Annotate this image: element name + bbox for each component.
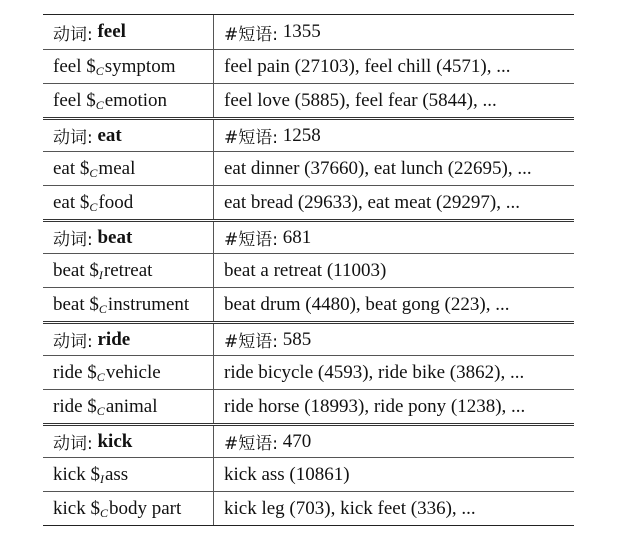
verb-header-cell [43, 222, 214, 253]
phrase-count-cell [214, 324, 574, 355]
verb-phrase-table [43, 14, 574, 526]
phrase-count-cell [214, 222, 574, 253]
verb-label: 动词: [53, 332, 93, 352]
pattern-sub: C [96, 370, 105, 384]
verb-name: kick [97, 430, 133, 452]
phrase-count: 585 [282, 328, 312, 350]
pattern-verb: kick [53, 497, 86, 519]
verb-header-cell [43, 120, 214, 151]
pattern-verb: beat [53, 293, 85, 315]
group-header-row [43, 219, 574, 253]
pattern-sub: C [99, 506, 108, 520]
pattern-sub: I [98, 268, 103, 282]
phrase-count-cell [214, 15, 574, 49]
verb-header-cell [43, 426, 214, 457]
pattern-cell: eat $ C food [43, 186, 214, 219]
pattern-row [43, 355, 574, 389]
pattern-row [43, 253, 574, 287]
examples-cell: kick leg (703), kick feet (336), ... [224, 497, 476, 519]
phrase-count-label: #短语: [224, 230, 278, 250]
pattern-row [43, 185, 574, 219]
phrase-count-label: #短语: [224, 434, 278, 454]
phrase-count-cell [214, 120, 574, 151]
pattern-row [43, 151, 574, 185]
pattern-cell: beat $ I retreat [43, 254, 214, 287]
verb-header-cell [43, 324, 214, 355]
pattern-row [43, 49, 574, 83]
pattern-cell: beat $ C instrument [43, 288, 214, 321]
phrase-count-cell [214, 426, 574, 457]
pattern-slot: retreat [103, 259, 153, 281]
pattern-sub: C [98, 302, 107, 316]
examples-cell: feel love (5885), feel fear (5844), ... [224, 89, 497, 111]
examples-cell: ride horse (18993), ride pony (1238), ... [224, 395, 526, 417]
pattern-row [43, 83, 574, 117]
pattern-cell: feel $ C emotion [43, 84, 214, 117]
examples-cell: eat dinner (37660), eat lunch (22695), ... [224, 157, 532, 179]
pattern-slot: instrument [107, 293, 190, 315]
pattern-verb: eat [53, 157, 76, 179]
group-header-row [43, 321, 574, 355]
phrase-count: 1258 [282, 124, 321, 146]
examples-cell: eat bread (29633), eat meat (29297), ... [224, 191, 520, 213]
pattern-slot: food [98, 191, 134, 213]
phrase-count: 470 [282, 430, 312, 452]
phrase-count: 681 [282, 226, 312, 248]
pattern-cell: kick $ I ass [43, 458, 214, 491]
pattern-verb: beat [53, 259, 85, 281]
verb-label: 动词: [53, 24, 93, 45]
group-header-row [43, 423, 574, 457]
phrase-count: 1355 [282, 21, 321, 42]
pattern-slot: meal [98, 157, 136, 179]
pattern-row [43, 389, 574, 423]
phrase-count-label: #短语: [224, 332, 278, 352]
pattern-cell: ride $ C animal [43, 390, 214, 423]
examples-cell: feel pain (27103), feel chill (4571), ... [224, 55, 511, 77]
pattern-slot: vehicle [105, 361, 161, 383]
pattern-slot: animal [105, 395, 158, 417]
pattern-cell: ride $ C vehicle [43, 356, 214, 389]
verb-label: 动词: [53, 434, 93, 454]
pattern-verb: feel [53, 89, 82, 111]
pattern-cell: kick $ C body part [43, 492, 214, 525]
pattern-cell: feel $ C symptom [43, 50, 214, 83]
pattern-sub: C [96, 404, 105, 418]
pattern-row [43, 287, 574, 321]
verb-name: beat [97, 226, 133, 248]
phrase-count-label: #短语: [224, 24, 278, 45]
pattern-sub: I [99, 472, 104, 486]
pattern-slot: symptom [104, 55, 176, 77]
examples-cell: beat drum (4480), beat gong (223), ... [224, 293, 510, 315]
verb-name: eat [97, 124, 122, 146]
verb-header-cell [43, 15, 214, 49]
examples-cell: kick ass (10861) [224, 463, 350, 485]
pattern-verb: kick [53, 463, 86, 485]
verb-name: ride [97, 328, 131, 350]
pattern-slot: emotion [104, 89, 168, 111]
pattern-verb: ride [53, 361, 83, 383]
pattern-verb: eat [53, 191, 76, 213]
verb-label: 动词: [53, 230, 93, 250]
pattern-sub: C [89, 200, 98, 214]
pattern-sub: C [89, 166, 98, 180]
pattern-verb: ride [53, 395, 83, 417]
pattern-verb: feel [53, 55, 82, 77]
phrase-count-label: #短语: [224, 128, 278, 148]
pattern-row [43, 491, 574, 525]
group-header-row [43, 117, 574, 151]
group-header-row [43, 15, 574, 49]
pattern-row [43, 457, 574, 491]
pattern-sub: C [95, 98, 104, 112]
pattern-slot: body part [108, 497, 182, 519]
pattern-sub: C [95, 64, 104, 78]
pattern-cell: eat $ C meal [43, 152, 214, 185]
pattern-slot: ass [104, 463, 129, 485]
examples-cell: ride bicycle (4593), ride bike (3862), ... [224, 361, 525, 383]
verb-name: feel [97, 21, 126, 42]
verb-label: 动词: [53, 128, 93, 148]
examples-cell: beat a retreat (11003) [224, 259, 387, 281]
